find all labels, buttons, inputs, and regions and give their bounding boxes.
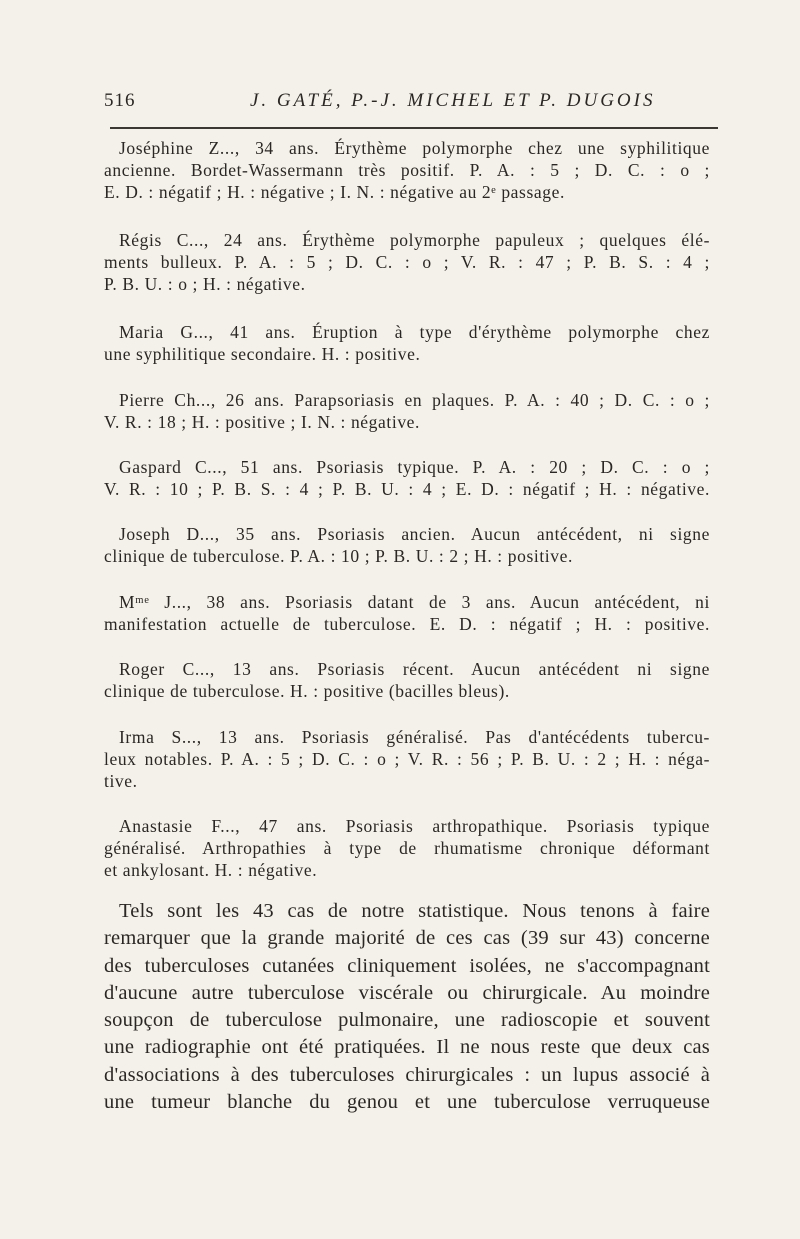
text-line: manifestation actuelle de tuberculose. E. D. : négatif ; H. : positive. (104, 614, 710, 634)
text-line: une tumeur blanche du genou et une tuberculose verruqueuse (104, 1091, 710, 1114)
header-rule (110, 127, 718, 129)
text-line: Irma S..., 13 ans. Psoriasis généralisé. Pas d'antécédents tubercu- (119, 727, 710, 747)
case-entry (104, 591, 710, 635)
text-line: Anastasie F..., 47 ans. Psoriasis arthropathique. Psoriasis typique (119, 816, 710, 836)
case-entry (104, 321, 710, 365)
text-line: soupçon de tuberculose pulmonaire, une radioscopie et souvent (104, 1009, 710, 1032)
case-entry (104, 137, 710, 203)
text-line: Roger C..., 13 ans. Psoriasis récent. Aucun antécédent ni signe (119, 659, 710, 679)
case-entry (104, 726, 710, 792)
case-entry (104, 658, 710, 702)
text-line: ments bulleux. P. A. : 5 ; D. C. : o ; V. R. : 47 ; P. B. S. : 4 ; (104, 252, 710, 272)
text-line: d'aucune autre tuberculose viscérale ou chirurgicale. Au moindre (104, 981, 710, 1004)
text-line: des tuberculoses cutanées cliniquement isolées, ne s'accompagnant (104, 954, 710, 977)
body-paragraph (104, 898, 710, 1116)
text-line: et ankylosant. H. : négative. (104, 860, 318, 880)
text-line: Joséphine Z..., 34 ans. Érythème polymorphe chez une syphilitique (119, 138, 710, 158)
text-line: ancienne. Bordet-Wassermann très positif. P. A. : 5 ; D. C. : o ; (104, 160, 710, 180)
text-line: d'associations à des tuberculoses chirurgicales : un lupus associé à (104, 1063, 710, 1086)
page-header (104, 90, 718, 116)
text-line: une syphilitique secondaire. H. : positive. (104, 344, 421, 364)
text-line: leux notables. P. A. : 5 ; D. C. : o ; V. R. : 56 ; P. B. U. : 2 ; H. : néga- (104, 749, 710, 769)
case-entry (104, 229, 710, 295)
text-line: Régis C..., 24 ans. Érythème polymorphe papuleux ; quelques élé- (119, 230, 710, 250)
text-line: Gaspard C..., 51 ans. Psoriasis typique. P. A. : 20 ; D. C. : o ; (119, 457, 710, 477)
case-entry (104, 815, 710, 881)
case-entry (104, 389, 710, 433)
text-line: généralisé. Arthropathies à type de rhumatisme chronique déformant (104, 838, 710, 858)
text-line: remarquer que la grande majorité de ces cas (39 sur 43) concerne (104, 927, 710, 950)
running-title: J. GATÉ, P.-J. MICHEL ET P. DUGOIS (250, 90, 656, 111)
text-line: P. B. U. : o ; H. : négative. (104, 274, 306, 294)
page-number: 516 (104, 90, 136, 111)
text-line: Maria G..., 41 ans. Éruption à type d'érythème polymorphe chez (119, 322, 710, 342)
text-line: une radiographie ont été pratiquées. Il ne nous reste que deux cas (104, 1036, 710, 1059)
case-entry (104, 523, 710, 567)
text-line: clinique de tuberculose. H. : positive (bacilles bleus). (104, 681, 510, 701)
text-line: V. R. : 18 ; H. : positive ; I. N. : négative. (104, 412, 421, 432)
text-line: Mᵐᵉ J..., 38 ans. Psoriasis datant de 3 ans. Aucun antécédent, ni (119, 592, 710, 612)
text-line: E. D. : négatif ; H. : négative ; I. N. : négative au 2ᵉ passage. (104, 182, 565, 202)
text-line: Pierre Ch..., 26 ans. Parapsoriasis en plaques. P. A. : 40 ; D. C. : o ; (119, 390, 710, 410)
text-line: tive. (104, 771, 138, 791)
text-line: V. R. : 10 ; P. B. S. : 4 ; P. B. U. : 4 ; E. D. : négatif ; H. : négative. (104, 479, 710, 499)
case-entry (104, 456, 710, 500)
text-line: Tels sont les 43 cas de notre statistique. Nous tenons à faire (119, 900, 710, 922)
text-line: clinique de tuberculose. P. A. : 10 ; P. B. U. : 2 ; H. : positive. (104, 546, 573, 566)
text-line: Joseph D..., 35 ans. Psoriasis ancien. Aucun antécédent, ni signe (119, 524, 710, 544)
